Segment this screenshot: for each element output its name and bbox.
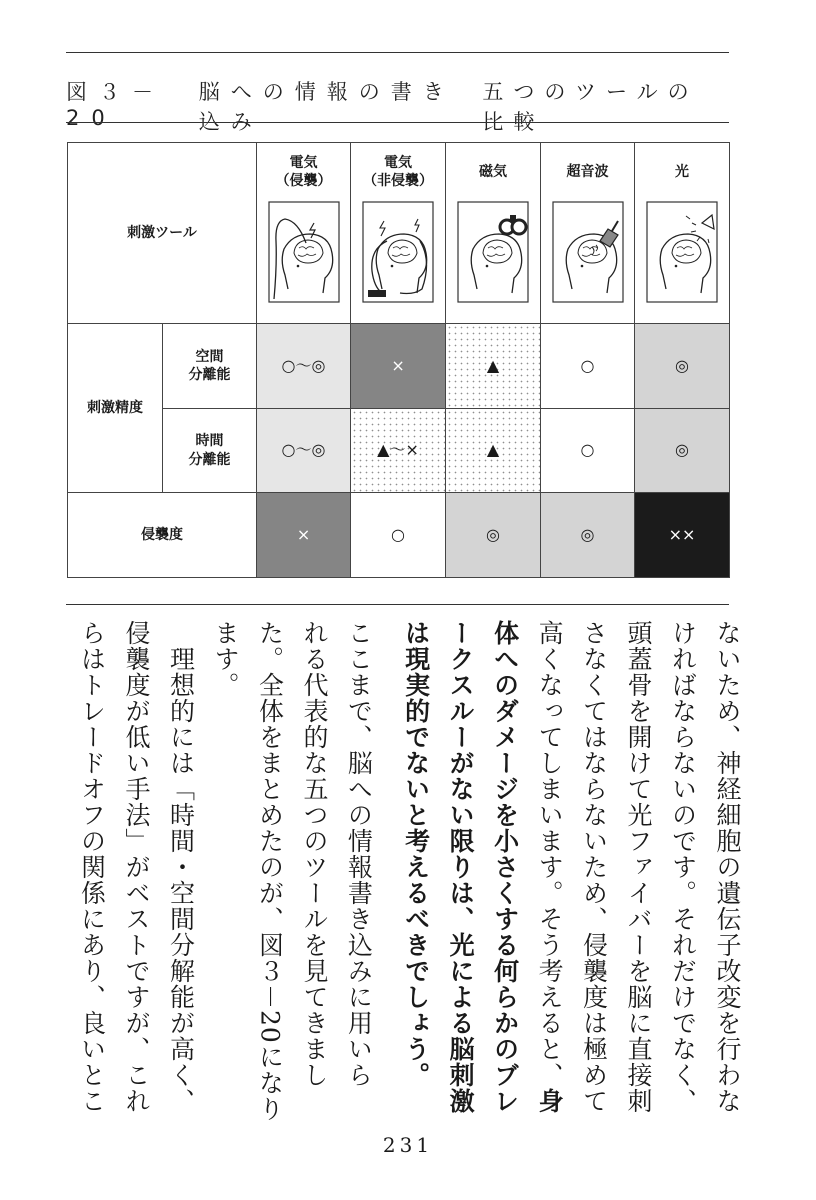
- cell-invasive-electric-noninvasive: ○: [351, 493, 446, 578]
- tool-name: 超音波: [566, 163, 609, 180]
- tool-name-sub: （侵襲）: [275, 173, 332, 189]
- text-column: ないため、神経細胞の遺伝子改変を行わな: [713, 620, 742, 1114]
- text-column: [518, 620, 565, 1114]
- brain-implant-electrode-icon: [268, 201, 340, 303]
- tool-name: 電気: [289, 154, 318, 171]
- paragraph-gap: [371, 620, 384, 1078]
- text-column: ければならないのです。それだけでなく、: [668, 620, 698, 1114]
- figure-title: [66, 76, 729, 134]
- tool-header-row: [68, 143, 730, 324]
- cell-invasive-magnetic: ◎: [446, 493, 541, 578]
- cell-invasive-electric-invasive: ×: [257, 493, 351, 578]
- text-column-plain: 高くなってしまいます。そう考えると、: [535, 620, 565, 1088]
- invasiveness-row: [68, 493, 730, 578]
- text-column: れる代表的な五つのツールを見てきまし: [299, 620, 329, 1088]
- tool-name: 電気: [384, 154, 413, 171]
- text-column: ここまで、脳への情報書き込みに用いら: [344, 620, 374, 1088]
- top-rule: [66, 52, 729, 53]
- cell-spatial-electric-invasive: ○～◎: [257, 324, 351, 409]
- text-column: ます。: [210, 620, 240, 698]
- brain-light-icon: [646, 201, 718, 303]
- tool-header-label: 刺激ツール: [68, 143, 257, 324]
- cell-spatial-electric-noninvasive: ×: [351, 324, 446, 409]
- tool-header-ultrasound: [541, 143, 635, 324]
- row-label-invasiveness: 侵襲度: [68, 493, 257, 578]
- row-label-spatial: [163, 324, 257, 409]
- figure-title-sub: 五つのツールの比較: [482, 80, 699, 134]
- row-label-line1: 空間: [195, 348, 224, 365]
- cell-invasive-light: ××: [635, 493, 730, 578]
- row-label-line2: 分離能: [188, 451, 231, 468]
- figure-bottom-rule: [66, 604, 729, 605]
- cell-spatial-light: ◎: [635, 324, 730, 409]
- tool-header-light: [635, 143, 730, 324]
- cell-temporal-light: ◎: [635, 409, 730, 493]
- text-column-bold-tail: 身: [535, 1088, 565, 1114]
- tool-header-electric-noninvasive: [351, 143, 446, 324]
- page-number: 231: [382, 1133, 434, 1157]
- comparison-table: [67, 142, 730, 578]
- text-column: 頭蓋骨を開けて光ファイバーを脳に直接刺: [624, 620, 654, 1114]
- text-column: らはトレードオフの関係にあり、良いとこ: [77, 620, 107, 1114]
- tool-name: 光: [675, 163, 690, 180]
- precision-group-label: 刺激精度: [68, 324, 163, 493]
- cell-temporal-electric-noninvasive: ▲～×: [351, 409, 446, 493]
- cell-temporal-electric-invasive: ○～◎: [257, 409, 351, 493]
- tool-name-sub: （非侵襲）: [363, 173, 434, 189]
- text-column: 理想的には「時間・空間分解能が高く、: [166, 620, 196, 1114]
- brain-ultrasound-probe-icon: [552, 201, 624, 303]
- row-label-line2: 分離能: [188, 367, 231, 383]
- cell-invasive-ultrasound: ◎: [541, 493, 635, 578]
- tool-name: 磁気: [479, 163, 508, 180]
- body-text: [60, 620, 742, 1122]
- text-column-bold: は現実的でないと考えるべきでしょう。: [401, 620, 431, 1088]
- tool-header-electric-invasive: [257, 143, 351, 324]
- cell-temporal-ultrasound: ○: [541, 409, 635, 493]
- text-column: た。全体をまとめたのが、図３－20になり: [255, 620, 285, 1122]
- text-column-bold: 体へのダメージを小さくする何らかのブレ: [490, 620, 520, 1114]
- cell-spatial-magnetic: ▲: [446, 324, 541, 409]
- brain-scalp-electrode-icon: [362, 201, 434, 303]
- brain-magnetic-coil-icon: [457, 201, 529, 303]
- figure-title-main: 脳への情報の書き込み: [198, 80, 455, 134]
- row-label-line1: 時間: [195, 433, 224, 450]
- cell-temporal-magnetic: ▲: [446, 409, 541, 493]
- text-column: さなくてはならないため、侵襲度は極めて: [579, 620, 609, 1114]
- text-column: 侵襲度が低い手法」がベストですが、これ: [122, 620, 151, 1114]
- tool-header-magnetic: [446, 143, 541, 324]
- cell-spatial-ultrasound: ○: [541, 324, 635, 409]
- spatial-resolution-row: [68, 324, 730, 409]
- figure-number: 図３－20: [66, 80, 165, 130]
- title-rule: [66, 122, 729, 123]
- temporal-resolution-row: [68, 409, 730, 493]
- row-label-temporal: [163, 409, 257, 493]
- text-column-bold: ークスルーがない限りは、光による脳刺激: [446, 620, 476, 1114]
